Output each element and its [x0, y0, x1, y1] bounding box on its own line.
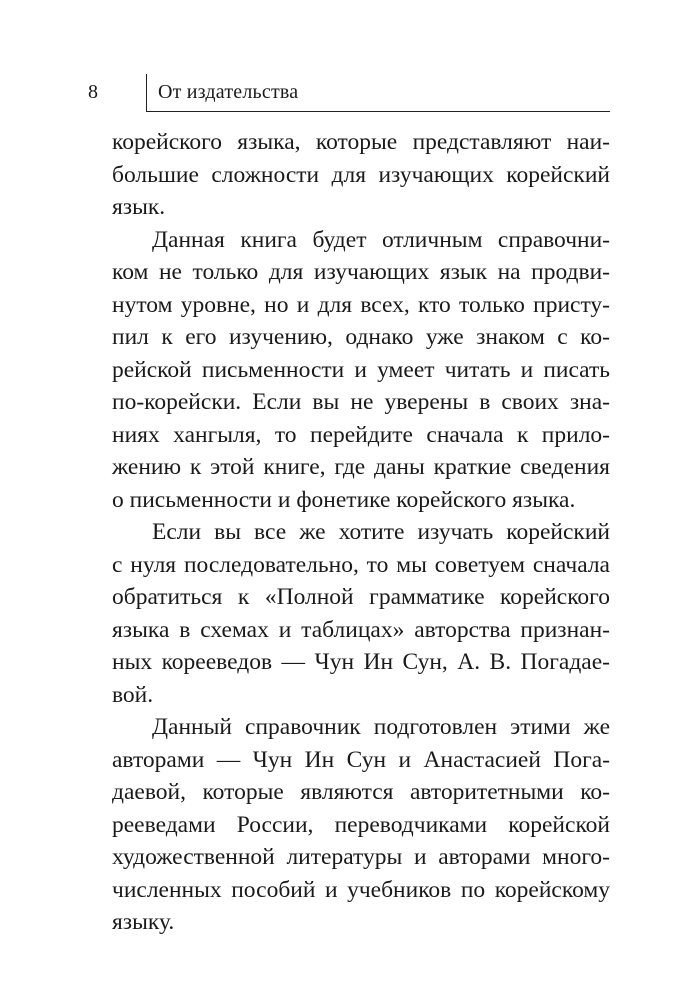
paragraph [112, 224, 610, 517]
paragraph [112, 711, 610, 939]
text-line: язык. [112, 194, 166, 220]
text-line: обратиться к «Полной грамматике корейского [112, 584, 610, 610]
text-line: ком не только для изучающих язык на продви- [112, 259, 610, 285]
page-number: 8 [88, 81, 98, 103]
text-line: языка в схемах и таблицах» авторства признан- [112, 616, 610, 643]
text-line: о письменности и фонетике корейского языка. [112, 486, 576, 513]
text-line: большие сложности для изучающих корейский [112, 161, 610, 188]
running-head: От издательства [158, 81, 299, 103]
text-line: даевой, которые являются авторитетными ко- [112, 779, 610, 805]
header-rule [146, 111, 610, 112]
text-line: с нуля последовательно, то мы советуем сначала [112, 551, 610, 578]
paragraph [112, 516, 610, 711]
text-line: корейского языка, которые представляют наи- [112, 129, 610, 155]
text-line: языку. [112, 909, 175, 935]
text-line: рейской письменности и умеет читать и писать [112, 356, 610, 383]
text-line: рееведами России, переводчиками корейской [112, 811, 610, 838]
text-line: численных пособий и учебников по корейскому [112, 876, 610, 903]
text-line: художественной литературы и авторами много- [112, 844, 610, 870]
text-line: пил к его изучению, однако уже знаком с ко- [112, 324, 610, 350]
header-vertical-divider [146, 74, 147, 112]
text-line: Данная книга будет отличным справочни- [152, 226, 610, 253]
text-line: Если вы все же хотите изучать корейский [152, 519, 610, 545]
text-line: вой. [112, 681, 154, 708]
text-line: нутом уровне, но и для всех, кто только присту- [112, 291, 610, 318]
page-header [0, 0, 684, 120]
paragraph [112, 126, 610, 224]
text-line: Данный справочник подготовлен этими же [152, 714, 610, 740]
text-line: ниях хангыля, то перейдите сначала к прило- [112, 421, 610, 448]
text-line: авторами — Чун Ин Сун и Анастасией Пога- [112, 746, 610, 773]
text-line: ных корееведов — Чун Ин Сун, А. В. Погадае- [112, 649, 610, 675]
text-line: по-корейски. Если вы не уверены в своих зна- [112, 389, 610, 415]
body-text [112, 126, 610, 939]
text-line: жению к этой книге, где даны краткие сведения [112, 454, 610, 480]
